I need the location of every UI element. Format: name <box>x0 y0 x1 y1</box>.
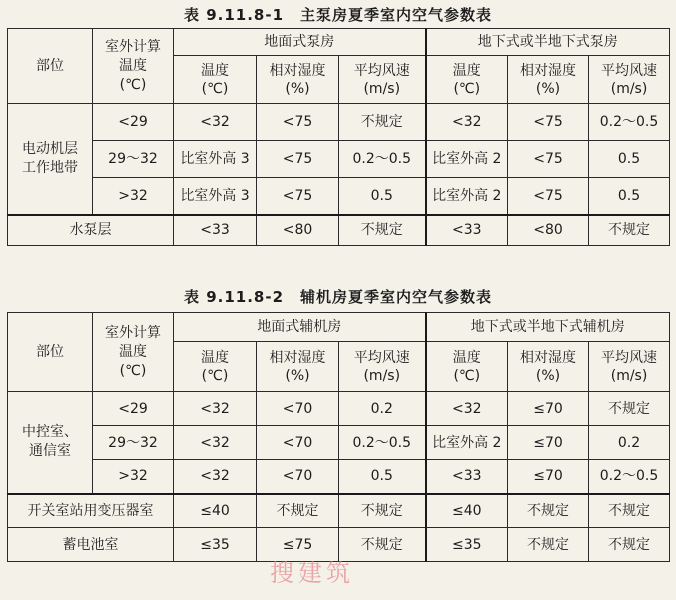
header-temp: 温度 (℃) <box>426 342 508 392</box>
table-cell: <29 <box>93 392 174 426</box>
table-cell: <75 <box>257 104 339 141</box>
header-humidity: 相对湿度 (%) <box>508 342 589 392</box>
table2-title: 表 9.11.8-2 辅机房夏季室内空气参数表 <box>183 288 493 306</box>
table-cell: <75 <box>257 141 339 178</box>
table-cell: 不规定 <box>508 494 589 528</box>
header-wind: 平均风速 (m/s) <box>589 342 670 392</box>
table-cell: ≤75 <box>257 528 339 562</box>
table-cell: <70 <box>257 392 339 426</box>
table-cell: <33 <box>426 460 508 494</box>
table-cell: 比室外高 3 <box>174 178 257 215</box>
group-label: 中控室、 通信室 <box>8 392 93 494</box>
table-cell: ≤70 <box>508 392 589 426</box>
table-cell: >32 <box>93 178 174 215</box>
header-humidity: 相对湿度 (%) <box>508 56 589 104</box>
main-pump-room-table <box>7 28 670 246</box>
table-cell: <32 <box>426 392 508 426</box>
header-outdoor-temp: 室外计算 温度 (℃) <box>93 313 174 392</box>
header-temp: 温度 (℃) <box>174 342 257 392</box>
table-cell: 0.2～0.5 <box>589 104 670 141</box>
header-part: 部位 <box>8 313 93 392</box>
auxiliary-room-table <box>7 312 670 562</box>
table-cell: ≤40 <box>174 494 257 528</box>
table-cell: <32 <box>174 392 257 426</box>
table-cell: 不规定 <box>589 528 670 562</box>
table-cell: <29 <box>93 104 174 141</box>
group-label: 电动机层 工作地带 <box>8 104 93 215</box>
table-cell: <80 <box>257 215 339 246</box>
header-humidity: 相对湿度 (%) <box>257 56 339 104</box>
table-cell: 0.2～0.5 <box>339 426 426 460</box>
table-cell: 比室外高 2 <box>426 426 508 460</box>
table-cell: 不规定 <box>257 494 339 528</box>
table-cell: 比室外高 2 <box>426 141 508 178</box>
header-wind: 平均风速 (m/s) <box>339 342 426 392</box>
header-ground-type: 地面式辅机房 <box>174 313 426 342</box>
table-cell: <33 <box>426 215 508 246</box>
header-wind: 平均风速 (m/s) <box>589 56 670 104</box>
table-cell: 不规定 <box>339 215 426 246</box>
header-outdoor-temp: 室外计算 温度 (℃) <box>93 29 174 104</box>
table-cell: <32 <box>174 426 257 460</box>
table-cell: <75 <box>508 178 589 215</box>
table-cell: 不规定 <box>589 215 670 246</box>
table-cell: <75 <box>257 178 339 215</box>
table-cell: 不规定 <box>339 104 426 141</box>
table-cell: <32 <box>174 460 257 494</box>
table-cell: 不规定 <box>589 494 670 528</box>
row-label: 蓄电池室 <box>8 528 174 562</box>
table-cell: 29～32 <box>93 426 174 460</box>
table-cell: ≤40 <box>426 494 508 528</box>
table-cell: 29～32 <box>93 141 174 178</box>
table-cell: 比室外高 3 <box>174 141 257 178</box>
table-cell: ≤70 <box>508 460 589 494</box>
table-cell: <32 <box>426 104 508 141</box>
table-cell: <75 <box>508 141 589 178</box>
table-cell: ≤35 <box>174 528 257 562</box>
table-cell: ≤35 <box>426 528 508 562</box>
header-temp: 温度 (℃) <box>174 56 257 104</box>
header-humidity: 相对湿度 (%) <box>257 342 339 392</box>
table-cell: 0.2 <box>339 392 426 426</box>
table-cell: <32 <box>174 104 257 141</box>
table-cell: 0.2～0.5 <box>339 141 426 178</box>
table-cell: <70 <box>257 460 339 494</box>
table-cell: 不规定 <box>589 392 670 426</box>
table-cell: 不规定 <box>339 528 426 562</box>
row-label: 开关室站用变压器室 <box>8 494 174 528</box>
table-cell: <80 <box>508 215 589 246</box>
table-cell: 0.5 <box>339 178 426 215</box>
table-cell: 比室外高 2 <box>426 178 508 215</box>
header-underground-type: 地下式或半地下式泵房 <box>426 29 670 56</box>
table-cell: 不规定 <box>339 494 426 528</box>
header-temp: 温度 (℃) <box>426 56 508 104</box>
header-underground-type: 地下式或半地下式辅机房 <box>426 313 670 342</box>
table-cell: 0.2～0.5 <box>589 460 670 494</box>
header-part: 部位 <box>8 29 93 104</box>
table-cell: 不规定 <box>508 528 589 562</box>
table-cell: >32 <box>93 460 174 494</box>
table-cell: 0.5 <box>589 178 670 215</box>
table-cell: 0.5 <box>589 141 670 178</box>
watermark: 搜建筑 <box>270 559 354 587</box>
table-cell: 0.2 <box>589 426 670 460</box>
table1-title: 表 9.11.8-1 主泵房夏季室内空气参数表 <box>183 6 493 24</box>
footer-label: 水泵层 <box>8 215 174 246</box>
table-cell: <33 <box>174 215 257 246</box>
table-cell: <75 <box>508 104 589 141</box>
table-cell: 0.5 <box>339 460 426 494</box>
header-ground-type: 地面式泵房 <box>174 29 426 56</box>
table-cell: ≤70 <box>508 426 589 460</box>
table-cell: <70 <box>257 426 339 460</box>
header-wind: 平均风速 (m/s) <box>339 56 426 104</box>
